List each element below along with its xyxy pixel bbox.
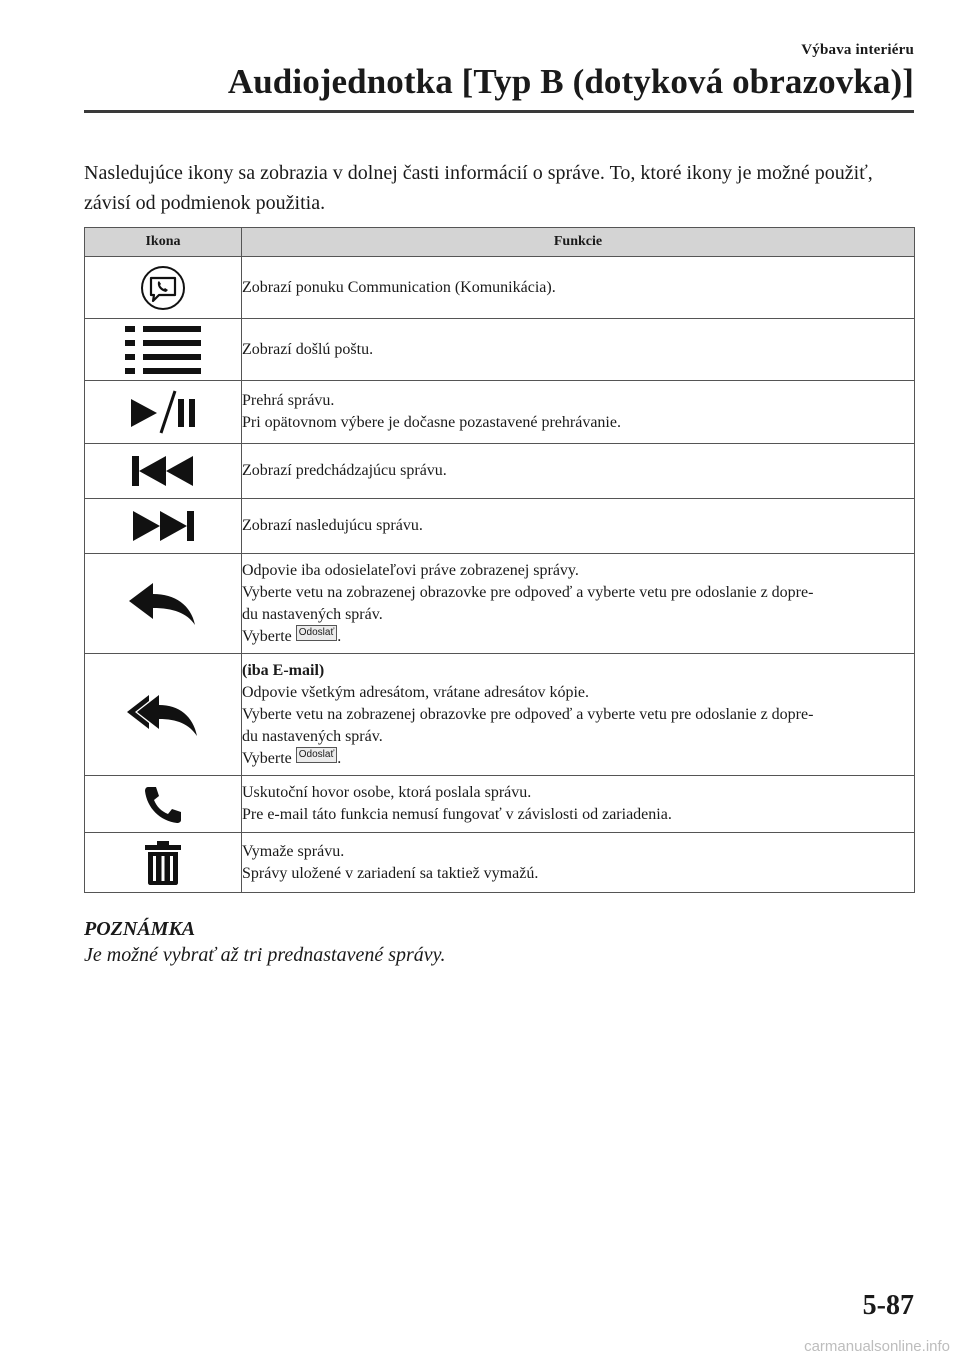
next-icon xyxy=(130,507,196,545)
send-button-badge: Odoslať xyxy=(296,747,337,763)
function-cell xyxy=(242,319,915,381)
function-cell xyxy=(242,833,915,893)
function-text: Správy uložené v zariadení sa taktiež vymažú. xyxy=(242,864,539,882)
note-text: Je možné vybrať až tri prednastavené správy. xyxy=(84,944,446,966)
table-row xyxy=(85,833,915,893)
function-cell xyxy=(242,554,915,654)
function-text: Prehrá správu. xyxy=(242,392,335,409)
play-pause-icon xyxy=(127,389,199,435)
function-cell xyxy=(242,499,915,554)
send-button-badge: Odoslať xyxy=(296,625,337,641)
page-title: Audiojednotka [Typ B (dotyková obrazovka)] xyxy=(227,62,914,101)
table-row xyxy=(85,444,915,499)
table-row xyxy=(85,554,915,654)
icon-cell xyxy=(85,499,242,554)
icon-cell xyxy=(85,554,242,654)
function-text: du nastavených správ. xyxy=(242,605,383,623)
phone-icon xyxy=(142,783,184,825)
function-text: Uskutoční hovor osobe, ktorá poslala správu. xyxy=(242,784,532,801)
icon-cell xyxy=(85,381,242,444)
function-cell xyxy=(242,257,915,319)
previous-icon xyxy=(130,452,196,490)
column-header-function: Funkcie xyxy=(242,228,915,257)
icon-function-table xyxy=(84,227,915,893)
table-row xyxy=(85,319,915,381)
note-title: POZNÁMKA xyxy=(84,918,196,940)
function-text: Pri opätovnom výbere je dočasne pozastavené prehrávanie. xyxy=(242,414,621,431)
reply-icon xyxy=(127,581,199,627)
function-text: Zobrazí nasledujúcu správu. xyxy=(242,517,423,534)
function-cell xyxy=(242,654,915,776)
table-row xyxy=(85,381,915,444)
select-instruction xyxy=(242,748,914,770)
icon-cell xyxy=(85,319,242,381)
function-text: Zobrazí ponuku Communication (Komunikácia). xyxy=(242,278,556,296)
function-text: Pre e-mail táto funkcia nemusí fungovať v závislosti od zariadenia. xyxy=(242,806,672,823)
function-text: Vymaže správu. xyxy=(242,842,345,860)
watermark: carmanualsonline.info xyxy=(804,1338,950,1355)
select-prefix: Vyberte xyxy=(242,627,292,645)
select-suffix: . xyxy=(337,627,342,645)
table-row xyxy=(85,499,915,554)
icon-cell xyxy=(85,833,242,893)
list-icon xyxy=(123,324,203,376)
select-instruction xyxy=(242,626,914,648)
function-text: Odpovie všetkým adresátom, vrátane adresátov kópie. xyxy=(242,683,589,701)
function-cell xyxy=(242,381,915,444)
function-text: Zobrazí predchádzajúcu správu. xyxy=(242,462,447,479)
icon-cell xyxy=(85,444,242,499)
function-text: Vyberte vetu na zobrazenej obrazovke pre odpoveď a vyberte vetu pre odoslanie z dopre- xyxy=(242,583,814,601)
header-rule xyxy=(84,110,914,113)
icon-cell xyxy=(85,776,242,833)
function-text: Odpovie iba odosielateľovi práve zobrazenej správy. xyxy=(242,561,579,579)
select-prefix: Vyberte xyxy=(242,749,292,767)
section-name: Výbava interiéru xyxy=(801,42,914,58)
table-row xyxy=(85,257,915,319)
function-cell xyxy=(242,444,915,499)
trash-icon xyxy=(143,840,183,886)
function-text: Zobrazí došlú poštu. xyxy=(242,340,374,358)
communication-icon xyxy=(140,265,186,311)
function-text: Vyberte vetu na zobrazenej obrazovke pre odpoveď a vyberte vetu pre odoslanie z dopre- xyxy=(242,705,814,723)
table-row xyxy=(85,776,915,833)
icon-cell xyxy=(85,257,242,319)
table-row xyxy=(85,654,915,776)
function-text: du nastavených správ. xyxy=(242,727,383,745)
function-cell xyxy=(242,776,915,833)
reply-all-icon xyxy=(125,692,201,738)
page-number: 5-87 xyxy=(862,1290,914,1321)
intro-paragraph: Nasledujúce ikony sa zobrazia v dolnej časti informácií o správe. To, ktoré ikony je možné použiť, závisí od podmienok použitia. xyxy=(84,162,873,214)
icon-cell xyxy=(85,654,242,776)
function-qualifier: (iba E-mail) xyxy=(242,661,325,679)
table-header-row xyxy=(85,228,915,257)
select-suffix: . xyxy=(337,749,342,767)
column-header-icon: Ikona xyxy=(85,228,242,257)
